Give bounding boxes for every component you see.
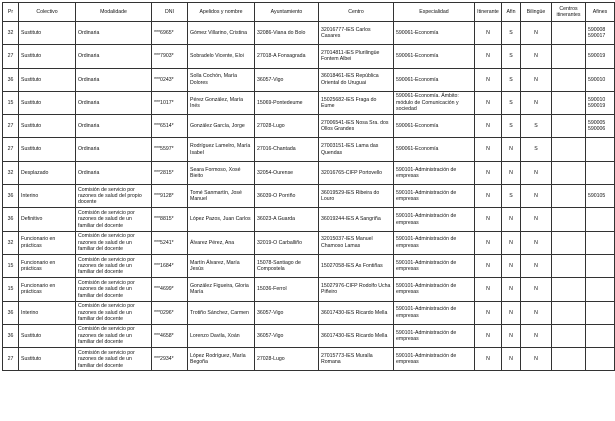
cell-dni: ***2815* (152, 161, 188, 184)
cell-dni: ***1017* (152, 91, 188, 114)
table-row (3, 115, 615, 138)
cell-nombre: González Figueira, Gloria María (188, 278, 255, 301)
cell-colectivo: Sustituto (19, 45, 76, 68)
cell-centro: 36017430-IES Ricardo Mella (319, 324, 394, 347)
cell-bilingue: N (521, 324, 552, 347)
cell-bilingue: N (521, 22, 552, 45)
cell-dni: ***7903* (152, 45, 188, 68)
cell-afin: N (502, 138, 521, 161)
cell-nombre: Solla Cochón, María Dolores (188, 68, 255, 91)
cell-nombre: Tomé Sanmartín, José Manuel (188, 185, 255, 208)
cell-modalidade: Ordinaria (76, 68, 152, 91)
table-row (3, 301, 615, 324)
cell-centros-itinerantes (552, 161, 586, 184)
cell-centros-itinerantes (552, 22, 586, 45)
cell-afines (586, 231, 615, 254)
cell-especialidad: 590101-Administración de empresas (394, 301, 475, 324)
cell-afin: S (502, 22, 521, 45)
cell-centros-itinerantes (552, 138, 586, 161)
cell-centros-itinerantes (552, 208, 586, 231)
cell-centro: 32015037-IES Manuel Chamoso Lamas (319, 231, 394, 254)
cell-pr: 15 (3, 278, 19, 301)
table-row (3, 185, 615, 208)
cell-itinerante: N (475, 254, 502, 277)
cell-afin: S (502, 68, 521, 91)
cell-bilingue: N (521, 68, 552, 91)
cell-itinerante: N (475, 161, 502, 184)
table-row (3, 45, 615, 68)
cell-pr: 36 (3, 185, 19, 208)
cell-afin: N (502, 348, 521, 371)
cell-afin: N (502, 161, 521, 184)
cell-colectivo: Interino (19, 301, 76, 324)
cell-colectivo: Sustituto (19, 22, 76, 45)
cell-centro: 27003151-IES Lama das Quendas (319, 138, 394, 161)
cell-centros-itinerantes (552, 115, 586, 138)
cell-ayuntamiento: 32019-O Carballiño (255, 231, 319, 254)
cell-especialidad: 590061-Economía. Ámbito: módulo de Comunicación y sociedad (394, 91, 475, 114)
cell-ayuntamiento: 15036-Ferrol (255, 278, 319, 301)
cell-ayuntamiento: 27028-Lugo (255, 115, 319, 138)
cell-colectivo: Sustituto (19, 115, 76, 138)
cell-nombre: Seara Formoso, Xosé Bieito (188, 161, 255, 184)
cell-pr: 32 (3, 22, 19, 45)
cell-modalidade: Ordinaria (76, 45, 152, 68)
cell-centros-itinerantes (552, 185, 586, 208)
cell-bilingue: N (521, 185, 552, 208)
cell-colectivo: Sustituto (19, 138, 76, 161)
cell-nombre: Martín Álvarez, María Jesús (188, 254, 255, 277)
cell-centro: 36019529-IES Ribeira do Louro (319, 185, 394, 208)
cell-modalidade: Comisión de servicio por razones de salud de un familiar del docente (76, 348, 152, 371)
cell-itinerante: N (475, 324, 502, 347)
cell-afin: S (502, 45, 521, 68)
cell-centro: 36018461-IES República Oriental do Uruguai (319, 68, 394, 91)
cell-colectivo: Interino (19, 185, 76, 208)
header-especialidad: Especialidad (394, 3, 475, 22)
cell-especialidad: 590101-Administración de empresas (394, 278, 475, 301)
cell-afin: N (502, 278, 521, 301)
cell-ayuntamiento: 36057-Vigo (255, 301, 319, 324)
cell-ayuntamiento: 27028-Lugo (255, 348, 319, 371)
cell-pr: 27 (3, 45, 19, 68)
cell-nombre: González García, Jorge (188, 115, 255, 138)
cell-pr: 36 (3, 324, 19, 347)
cell-pr: 36 (3, 68, 19, 91)
cell-especialidad: 590101-Administración de empresas (394, 185, 475, 208)
cell-colectivo: Sustituto (19, 348, 76, 371)
cell-colectivo: Funcionario en prácticas (19, 278, 76, 301)
table-row (3, 254, 615, 277)
cell-afin: N (502, 231, 521, 254)
cell-afines (586, 301, 615, 324)
table-row (3, 348, 615, 371)
table-row (3, 324, 615, 347)
cell-pr: 27 (3, 348, 19, 371)
cell-afin: N (502, 301, 521, 324)
cell-colectivo: Sustituto (19, 91, 76, 114)
cell-centros-itinerantes (552, 278, 586, 301)
cell-colectivo: Sustituto (19, 324, 76, 347)
assignments-table (2, 2, 615, 371)
cell-pr: 32 (3, 161, 19, 184)
cell-dni: ***0243* (152, 68, 188, 91)
cell-afines (586, 254, 615, 277)
cell-especialidad: 590101-Administración de empresas (394, 161, 475, 184)
cell-pr: 27 (3, 115, 19, 138)
cell-centro: 15025682-IES Fraga do Eume (319, 91, 394, 114)
header-afines: Afines (586, 3, 615, 22)
table-row (3, 91, 615, 114)
cell-afines: 590010 590019 (586, 91, 615, 114)
cell-afin: N (502, 208, 521, 231)
table-body (3, 22, 615, 371)
header-ayuntamiento: Ayuntamiento (255, 3, 319, 22)
cell-modalidade: Comisión de servicio por razones de salud de un familiar del docente (76, 278, 152, 301)
cell-itinerante: N (475, 348, 502, 371)
cell-nombre: Álvarez Pérez, Ana (188, 231, 255, 254)
header-afin: Afin (502, 3, 521, 22)
cell-itinerante: N (475, 45, 502, 68)
cell-centros-itinerantes (552, 45, 586, 68)
cell-afines (586, 348, 615, 371)
cell-dni: ***6965* (152, 22, 188, 45)
table-row (3, 231, 615, 254)
cell-ayuntamiento: 32086-Viana do Bolo (255, 22, 319, 45)
cell-ayuntamiento: 36057-Vigo (255, 324, 319, 347)
cell-colectivo: Sustituto (19, 68, 76, 91)
cell-modalidade: Ordinaria (76, 91, 152, 114)
header-modalidade: Modalidade (76, 3, 152, 22)
header-nombre: Apelidos y nombre (188, 3, 255, 22)
cell-itinerante: N (475, 91, 502, 114)
cell-afines (586, 138, 615, 161)
cell-ayuntamiento: 15069-Pontedeume (255, 91, 319, 114)
cell-modalidade: Ordinaria (76, 161, 152, 184)
cell-dni: ***4658* (152, 324, 188, 347)
cell-centro: 32016765-CIFP Portovello (319, 161, 394, 184)
cell-afines: 590105 (586, 185, 615, 208)
cell-modalidade: Comisión de servicio por razones de salud del propio docente (76, 185, 152, 208)
cell-pr: 32 (3, 231, 19, 254)
cell-afines (586, 161, 615, 184)
cell-modalidade: Ordinaria (76, 138, 152, 161)
cell-bilingue: S (521, 138, 552, 161)
cell-centros-itinerantes (552, 231, 586, 254)
cell-nombre: Gómez Villarino, Cristina (188, 22, 255, 45)
cell-afin: S (502, 115, 521, 138)
cell-modalidade: Comisión de servicio por razones de salud de un familiar del docente (76, 324, 152, 347)
table-row (3, 208, 615, 231)
cell-modalidade: Ordinaria (76, 22, 152, 45)
cell-centro: 27015773-IES Muralla Romana (319, 348, 394, 371)
cell-centros-itinerantes (552, 254, 586, 277)
header-centros-itinerantes: Centros itinerantes (552, 3, 586, 22)
cell-especialidad: 590101-Administración de empresas (394, 231, 475, 254)
cell-dni: ***2934* (152, 348, 188, 371)
header-centro: Centro (319, 3, 394, 22)
cell-afin: S (502, 185, 521, 208)
cell-dni: ***8815* (152, 208, 188, 231)
cell-centro: 32016777-IES Carlos Casares (319, 22, 394, 45)
header-pr: Pr (3, 3, 19, 22)
cell-afin: N (502, 324, 521, 347)
cell-bilingue: N (521, 278, 552, 301)
cell-dni: ***5597* (152, 138, 188, 161)
cell-centro: 15027058-IES As Fontiñas (319, 254, 394, 277)
cell-dni: ***9128* (152, 185, 188, 208)
table-row (3, 278, 615, 301)
cell-bilingue: N (521, 161, 552, 184)
cell-nombre: Sobradelo Vicente, Eloi (188, 45, 255, 68)
cell-ayuntamiento: 36057-Vigo (255, 68, 319, 91)
cell-colectivo: Definitivo (19, 208, 76, 231)
cell-itinerante: N (475, 231, 502, 254)
cell-afines: 590005 590006 (586, 115, 615, 138)
cell-especialidad: 590061-Economía (394, 22, 475, 45)
cell-ayuntamiento: 36039-O Porriño (255, 185, 319, 208)
cell-itinerante: N (475, 115, 502, 138)
table-row (3, 68, 615, 91)
cell-colectivo: Desplazado (19, 161, 76, 184)
cell-itinerante: N (475, 301, 502, 324)
cell-centro: 27014811-IES Plurilingüe Fontem Albei (319, 45, 394, 68)
cell-pr: 27 (3, 138, 19, 161)
cell-ayuntamiento: 15078-Santiago de Compostela (255, 254, 319, 277)
table-row (3, 138, 615, 161)
cell-itinerante: N (475, 68, 502, 91)
cell-nombre: Trotiño Sánchez, Carmen (188, 301, 255, 324)
cell-dni: ***4699* (152, 278, 188, 301)
cell-bilingue: N (521, 45, 552, 68)
cell-afines (586, 208, 615, 231)
cell-pr: 15 (3, 254, 19, 277)
cell-centros-itinerantes (552, 301, 586, 324)
cell-centro: 36019244-IES A Sangriña (319, 208, 394, 231)
cell-afines (586, 278, 615, 301)
cell-afin: S (502, 91, 521, 114)
cell-especialidad: 590101-Administración de empresas (394, 348, 475, 371)
cell-nombre: López Rodríguez, María Begoña (188, 348, 255, 371)
cell-especialidad: 590101-Administración de empresas (394, 254, 475, 277)
cell-bilingue: N (521, 254, 552, 277)
cell-bilingue: S (521, 115, 552, 138)
cell-nombre: Rodríguez Lamelro, María Isabel (188, 138, 255, 161)
cell-centro: 36017430-IES Ricardo Mella (319, 301, 394, 324)
header-dni: DNI (152, 3, 188, 22)
cell-centros-itinerantes (552, 324, 586, 347)
cell-bilingue: N (521, 231, 552, 254)
cell-modalidade: Comisión de servicio por razones de salud de un familiar del docente (76, 301, 152, 324)
cell-itinerante: N (475, 208, 502, 231)
cell-especialidad: 590061-Economía (394, 138, 475, 161)
cell-centro: 27006541-IES Nosa Sra. dos Ollos Grandes (319, 115, 394, 138)
cell-modalidade: Comisión de servicio por razones de salud de un familiar del docente (76, 208, 152, 231)
cell-ayuntamiento: 27016-Chantada (255, 138, 319, 161)
cell-ayuntamiento: 27018-A Fonsagrada (255, 45, 319, 68)
cell-centros-itinerantes (552, 348, 586, 371)
cell-nombre: López Pazos, Juan Carlos (188, 208, 255, 231)
cell-ayuntamiento: 36023-A Guarda (255, 208, 319, 231)
cell-dni: ***1684* (152, 254, 188, 277)
cell-pr: 36 (3, 301, 19, 324)
cell-modalidade: Comisión de servicio por razones de salud de un familiar del docente (76, 231, 152, 254)
header-bilingue: Bilingüe (521, 3, 552, 22)
cell-afines: 590010 (586, 68, 615, 91)
cell-especialidad: 590061-Economía (394, 68, 475, 91)
cell-modalidade: Comisión de servicio por razones de salud de un familiar del docente (76, 254, 152, 277)
cell-afines: 590019 (586, 45, 615, 68)
cell-colectivo: Funcionario en prácticas (19, 231, 76, 254)
cell-centros-itinerantes (552, 91, 586, 114)
cell-ayuntamiento: 32054-Ourense (255, 161, 319, 184)
cell-afin: N (502, 254, 521, 277)
cell-especialidad: 590061-Economía (394, 45, 475, 68)
cell-nombre: Lorenzo Davila, Xoán (188, 324, 255, 347)
cell-dni: ***6514* (152, 115, 188, 138)
cell-itinerante: N (475, 278, 502, 301)
cell-especialidad: 590101-Administración de empresas (394, 208, 475, 231)
cell-bilingue: N (521, 91, 552, 114)
cell-bilingue: N (521, 208, 552, 231)
cell-especialidad: 590061-Economía (394, 115, 475, 138)
cell-especialidad: 590101-Administración de empresas (394, 324, 475, 347)
cell-nombre: Pérez González, María Inés (188, 91, 255, 114)
cell-bilingue: N (521, 348, 552, 371)
cell-afines: 590008 590017 (586, 22, 615, 45)
cell-pr: 36 (3, 208, 19, 231)
table-header-row (3, 3, 615, 22)
cell-bilingue: N (521, 301, 552, 324)
table-row (3, 22, 615, 45)
cell-itinerante: N (475, 22, 502, 45)
cell-afines (586, 324, 615, 347)
cell-colectivo: Funcionario en prácticas (19, 254, 76, 277)
cell-centros-itinerantes (552, 68, 586, 91)
cell-dni: ***0296* (152, 301, 188, 324)
cell-centro: 15027976-CIFP Rodolfo Ucha Piñeiro (319, 278, 394, 301)
cell-itinerante: N (475, 138, 502, 161)
table-row (3, 161, 615, 184)
cell-modalidade: Ordinaria (76, 115, 152, 138)
cell-pr: 15 (3, 91, 19, 114)
header-colectivo: Colectivo (19, 3, 76, 22)
cell-itinerante: N (475, 185, 502, 208)
header-itinerante: Itinerante (475, 3, 502, 22)
cell-dni: ***5241* (152, 231, 188, 254)
